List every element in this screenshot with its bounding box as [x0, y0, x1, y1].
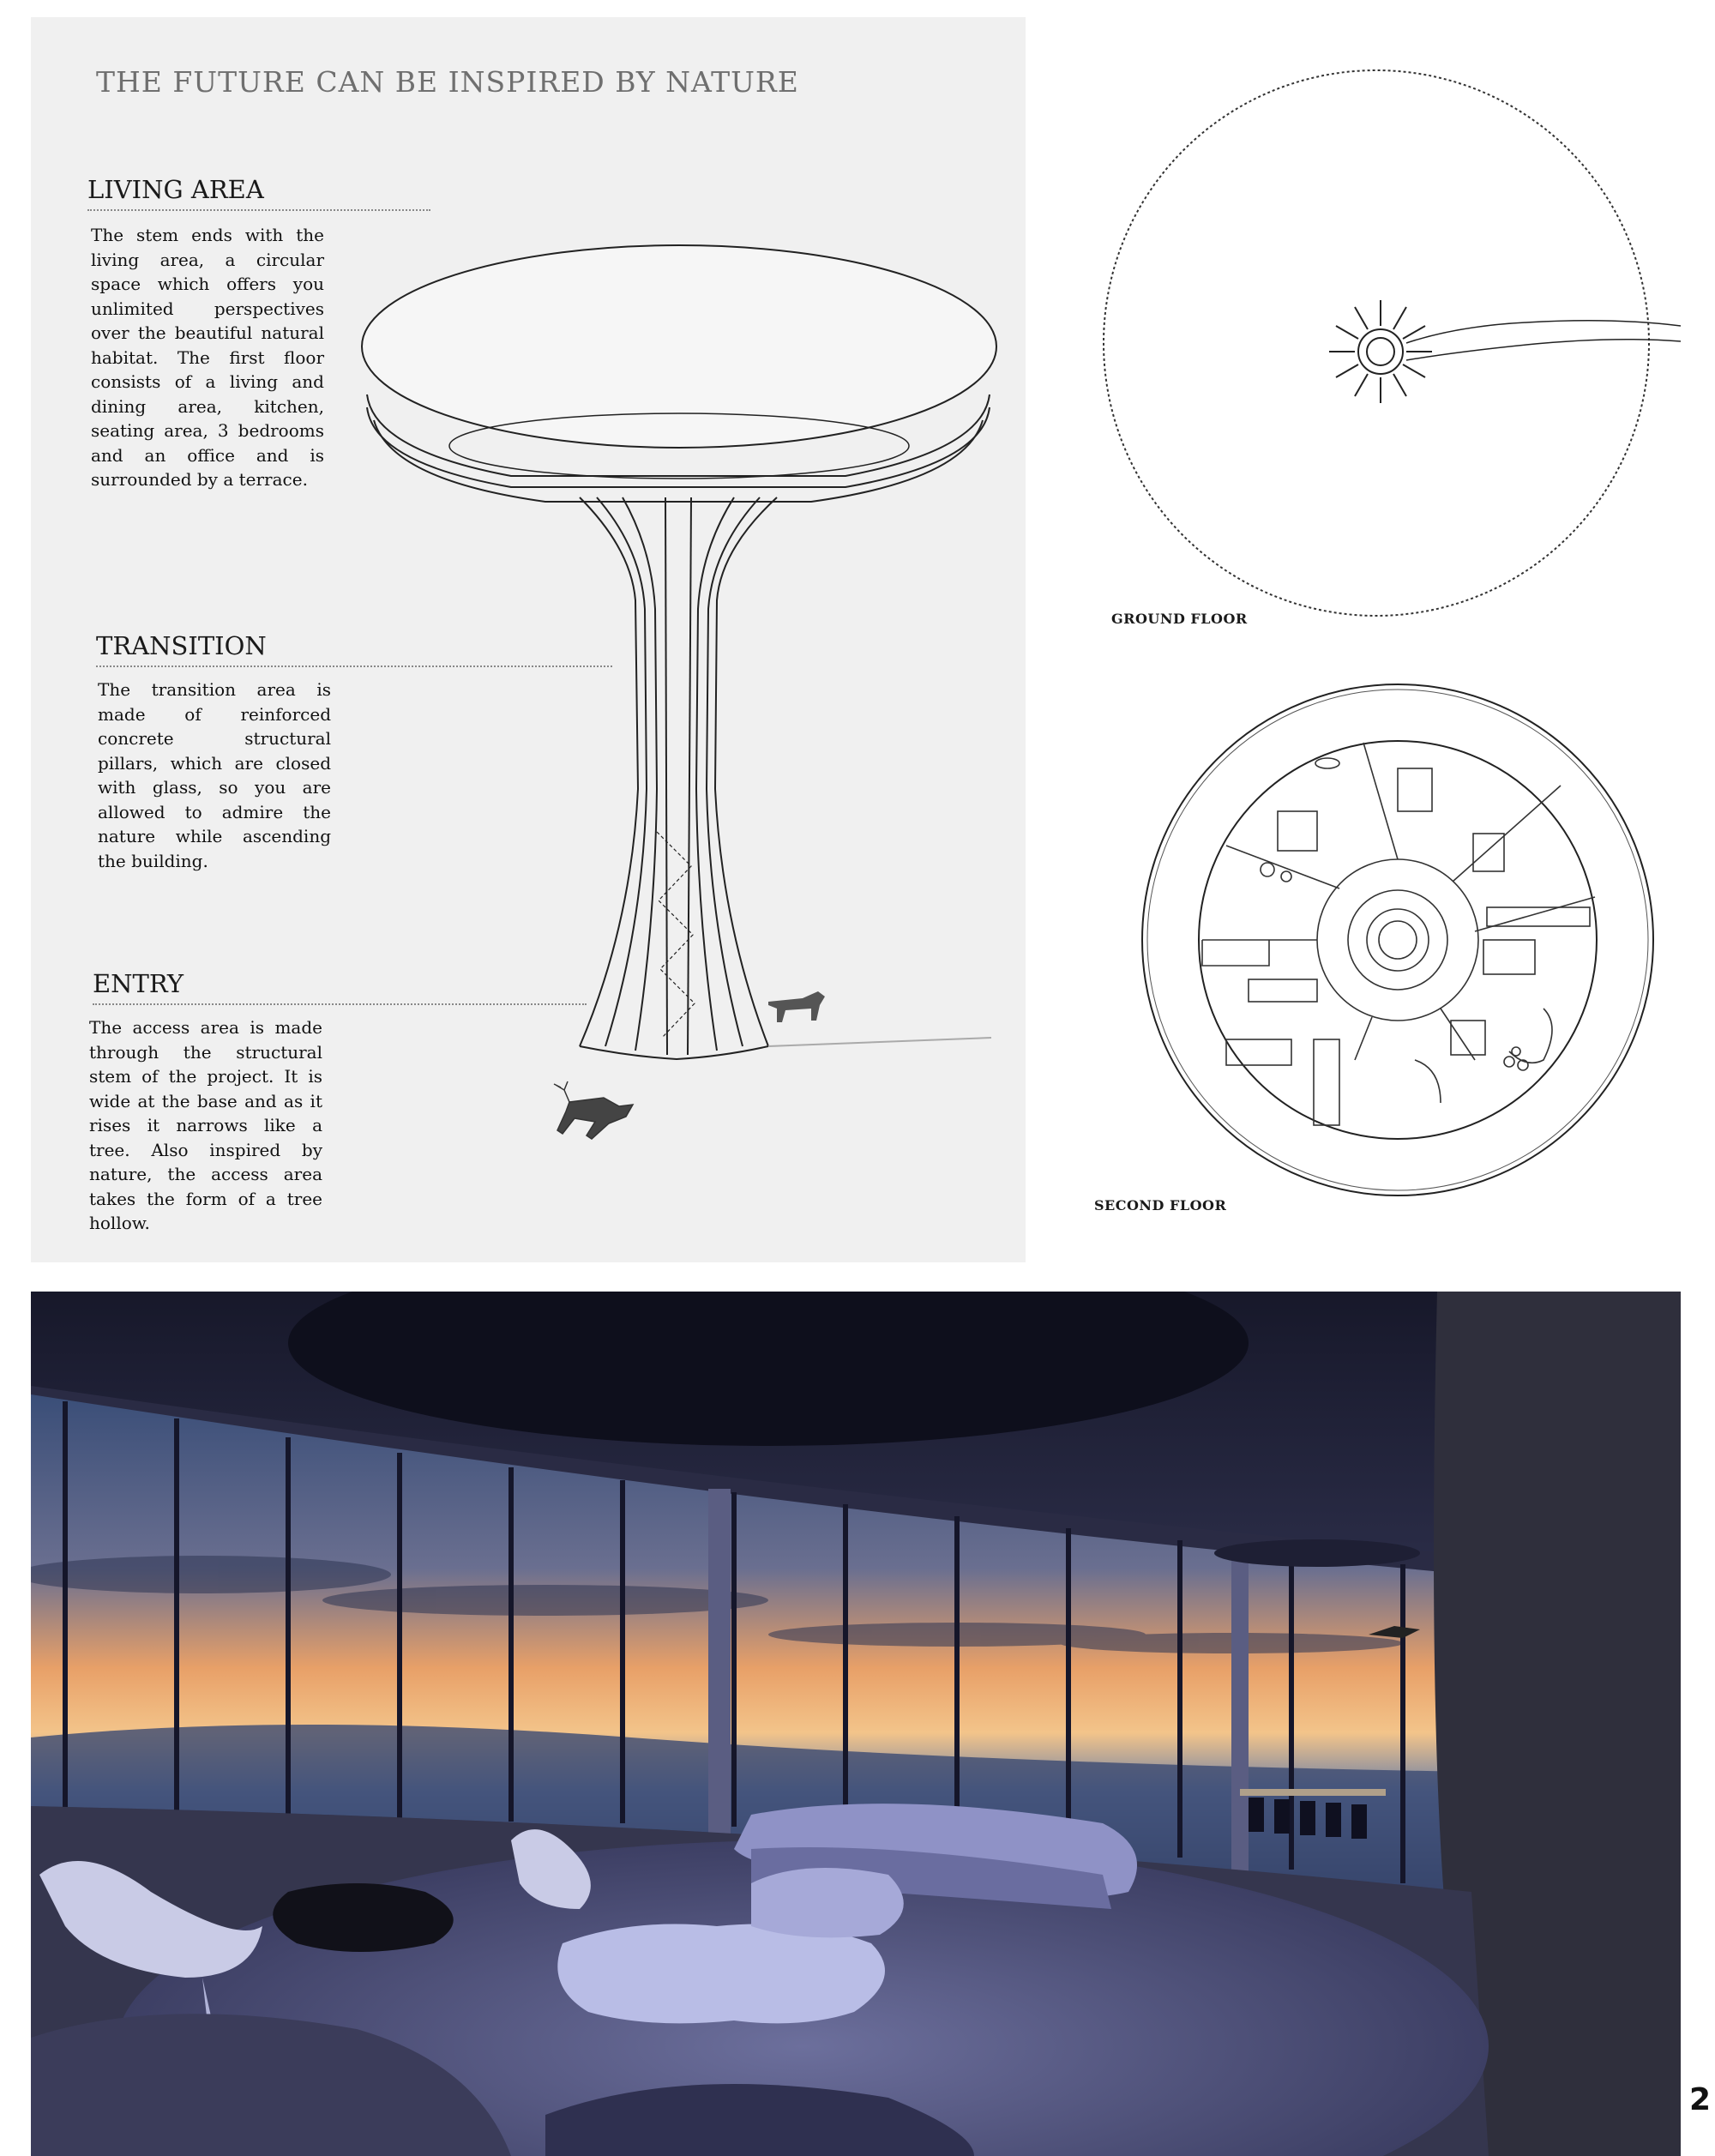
- wolf-icon: [768, 991, 825, 1022]
- page-number: 2: [1689, 2082, 1712, 2117]
- page-title: THE FUTURE CAN BE INSPIRED BY NATURE: [96, 65, 799, 99]
- section-text-entry: The access area is made through the structural stem of the project. It is wide at the base and as it rises it narrows like a tree. Also inspired by nature, the access area takes the form of a tree hollow.: [89, 1017, 322, 1233]
- deer-icon: [554, 1081, 633, 1139]
- section-text-living-area: The stem ends with the living area, a circular space which offers you unlimited perspectives over the beautiful natural habitat. The first floor consists of a living and dining area, kitchen, seating area, 3 bedrooms and an office and is surrounded by a terrace.: [91, 225, 324, 490]
- section-title-living-area: LIVING AREA: [87, 175, 264, 204]
- concept-panel: [31, 17, 1026, 1262]
- second-floor-label: SECOND FLOOR: [1094, 1197, 1227, 1214]
- section-text-transition: The transition area is made of reinforced concrete structural pillars, which are closed with glass, so you are allowed to admire the nature while ascending the building.: [98, 679, 331, 871]
- interior-render: [31, 1292, 1681, 2156]
- second-floor-plan: [1115, 683, 1681, 1197]
- section-title-entry: ENTRY: [93, 969, 184, 998]
- section-title-transition: TRANSITION: [96, 631, 267, 660]
- ground-floor-plan: [1098, 69, 1698, 635]
- treehouse-elevation-drawing: [31, 17, 1026, 1262]
- ground-floor-label: GROUND FLOOR: [1111, 611, 1248, 627]
